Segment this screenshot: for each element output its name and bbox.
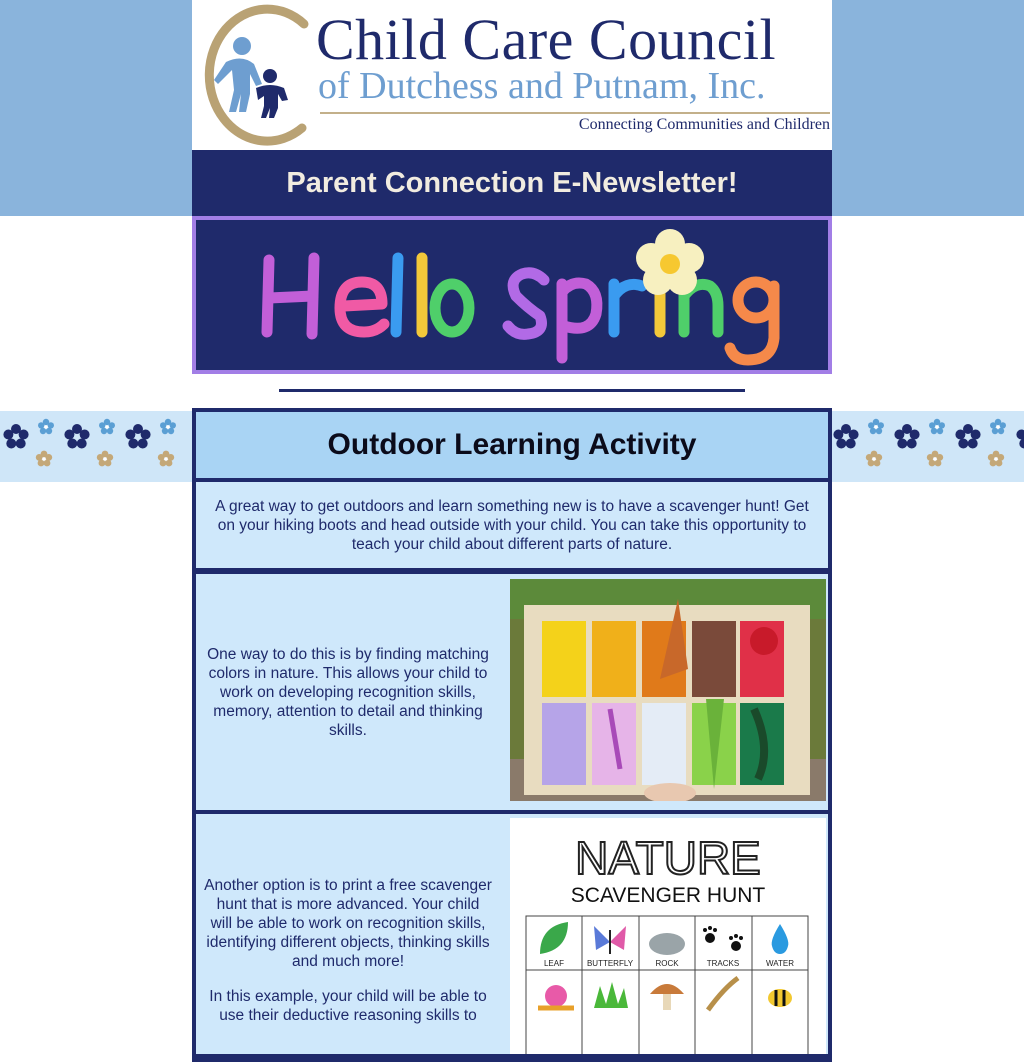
hello-spring-artwork (196, 220, 828, 370)
newsletter-banner (192, 150, 832, 216)
bee-icon (768, 989, 792, 1007)
org-name: Child Care Council (316, 7, 777, 72)
hunt-label-water: WATER (766, 959, 794, 968)
rock-icon (649, 933, 685, 955)
logo-divider (320, 112, 830, 114)
scavenger-hunt-row (196, 814, 828, 1058)
hunt-label-butterfly: BUTTERFLY (586, 959, 634, 968)
family-logo-icon (192, 4, 312, 146)
color-matching-image (510, 579, 826, 801)
org-tagline: Connecting Communities and Children (578, 116, 830, 133)
scavenger-hunt-paragraph-2: In this example, your child will be able to use their deductive reasoning skills to (209, 988, 487, 1024)
section-divider (279, 389, 745, 392)
color-matching-row (196, 574, 828, 814)
header-logo (192, 0, 832, 150)
scavenger-hunt-card (510, 818, 826, 1059)
newsletter-column (192, 0, 832, 1062)
hunt-label-rock: ROCK (655, 959, 679, 968)
hunt-card-subtitle: SCAVENGER HUNT (570, 884, 766, 907)
hunt-label-leaf: LEAF (543, 959, 565, 968)
section-intro: A great way to get outdoors and learn something new is to have a scavenger hunt! Get on your hiking boots and head outside with your child. You can take this opportunity to teach your child about different parts of nature. (196, 482, 828, 574)
scavenger-hunt-text (196, 814, 500, 1025)
newsletter-title: Parent Connection E-Newsletter! (286, 166, 738, 199)
org-subtitle: of Dutchess and Putnam, Inc. (318, 65, 766, 107)
color-matching-photo (510, 579, 826, 806)
color-matching-text: One way to do this is by finding matching colors in nature. This allows your child to work on developing recognition skills, memory, attention to detail and thinking skills. (207, 645, 489, 739)
section-title: Outdoor Learning Activity (327, 428, 697, 461)
scavenger-hunt-paragraph-1: Another option is to print a free scavenger hunt that is more advanced. Your child will be able to work on recognition skills, identifying different objects, thinking skills and much more! (204, 877, 492, 970)
hunt-card-title: NATURE (575, 832, 761, 884)
outdoor-learning-section (192, 408, 832, 1062)
hunt-label-tracks: TRACKS (706, 959, 740, 968)
section-header (196, 412, 828, 482)
hello-spring-banner (192, 216, 832, 374)
scavenger-hunt-image (510, 818, 826, 1054)
